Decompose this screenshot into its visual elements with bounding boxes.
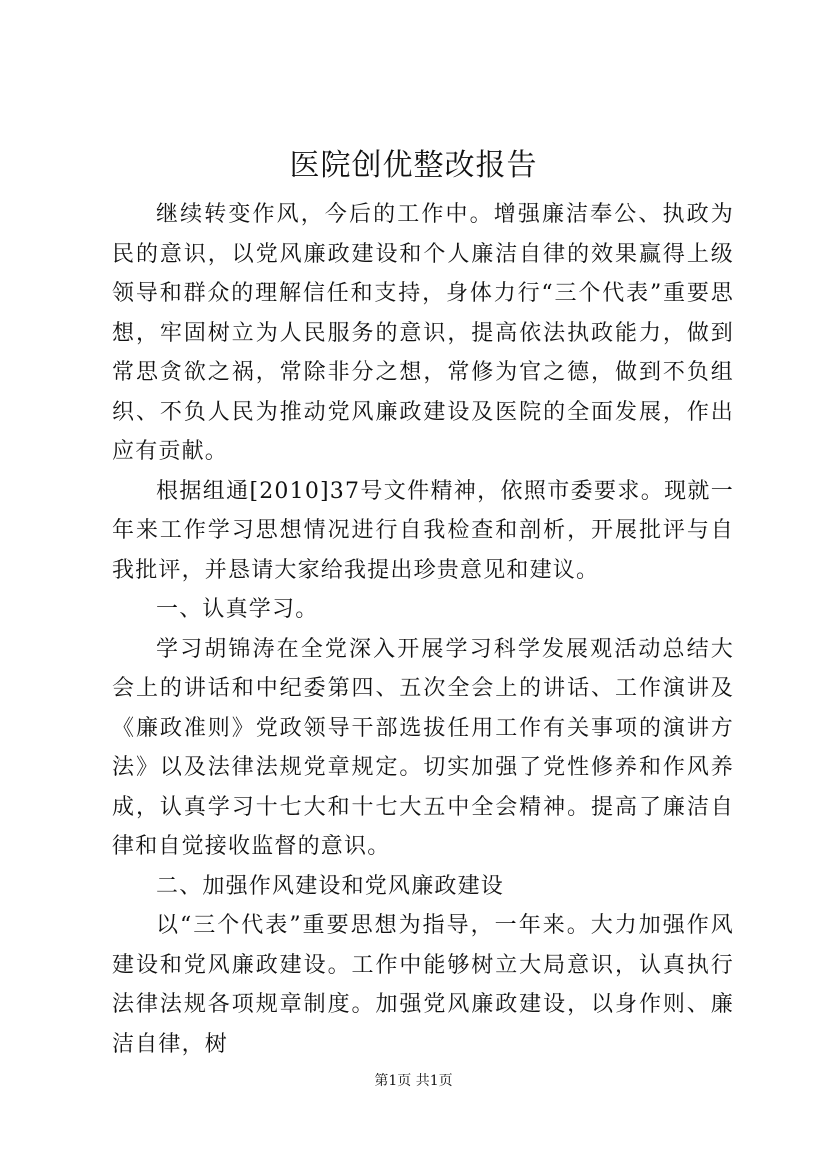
document-body xyxy=(112,195,734,1064)
paragraph-basis: 根据组通[2010]37号文件精神，依照市委要求。现就一年来工作学习思想情况进行自我检查和剖析，开展批评与自我批评，并恳请大家给我提出珍贵意见和建议。 xyxy=(112,478,734,583)
section-heading-study: 一、认真学习。 xyxy=(156,597,319,622)
paragraph-study: 学习胡锦涛在全党深入开展学习科学发展观活动总结大会上的讲话和中纪委第四、五次全会上的讲话、工作演讲及《廉政准则》党政领导干部选拔任用工作有关事项的演讲方法》以及法律法规党章规定。切实加强了党性修养和作风养成，认真学习十七大和十七大五中全会精神。提高了廉洁自律和自觉接收监督的意识。 xyxy=(112,636,734,859)
paragraph-intro: 继续转变作风，今后的工作中。增强廉洁奉公、执政为民的意识，以党风廉政建设和个人廉洁自律的效果赢得上级领导和群众的理解信任和支持，身体力行“三个代表”重要思想，牢固树立为人民服务的意识，提高依法执政能力，做到常思贪欲之祸，常除非分之想，常修为官之德，做到不负组织、不负人民为推动党风廉政建设及医院的全面发展，作出应有贡献。 xyxy=(112,202,734,464)
document-title: 医院创优整改报告 xyxy=(289,148,538,183)
section-heading-conduct: 二、加强作风建设和党风廉政建设 xyxy=(156,873,505,899)
paragraph-conduct: 以“三个代表”重要思想为指导，一年来。大力加强作风建设和党风廉政建设。工作中能够树立大局意识，认真执行法律法规各项规章制度。加强党风廉政建设，以身作则、廉洁自律，树 xyxy=(112,913,734,1057)
page-footer: 第1页 共1页 xyxy=(374,1073,453,1089)
